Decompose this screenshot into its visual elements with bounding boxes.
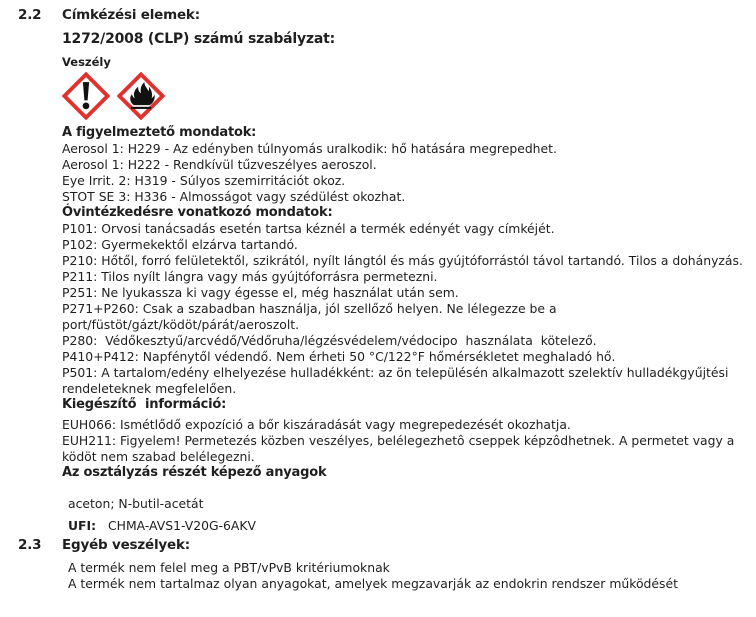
supplementary-statement: EUH066: Ismétlődő expozíció a bőr kiszáradását vagy megrepedezését okozhatja. [62,417,571,432]
classification-substances-heading: Az osztályzás részét képező anyagok [62,465,327,480]
other-hazards-line: A termék nem tartalmaz olyan anyagokat, amelyek megzavarják az endokrin rendszer működését [68,576,678,591]
section-2-3-heading [18,537,756,554]
section-2-2-content [62,30,756,534]
supplementary-info-heading: Kiegészítő információ: [62,397,227,412]
classification-substances: aceton; N-butil-acetát [68,496,204,511]
ufi-value: CHMA-AVS1-V20G-6AKV [108,518,256,533]
hazard-statements-heading: A figyelmeztető mondatok: [62,125,257,140]
precautionary-statement: P210: Hőtől, forró felületektől, szikrától, nyílt lángtól és más gyújtóforrástól távol tartandó. Tilos a dohányzás. [62,253,743,268]
section-2-2-heading [18,7,756,24]
precautionary-statement: P280: Védőkesztyű/arcvédő/Védőruha/légzésvédelem/védocipo használata kötelező. [62,333,597,348]
signal-word: Veszély [62,55,111,69]
hazard-statement: Aerosol 1: H229 - Az edényben túlnyomás uralkodik: hő hatására megrepedhet. [62,141,557,156]
precautionary-statement: P102: Gyermekektől elzárva tartandó. [62,237,298,252]
precautionary-statement: P271+P260: Csak a szabadban használja, jól szellőző helyen. Ne lélegezze be a port/füstöt/gázt/ködöt/párát/aeroszolt. [62,301,561,332]
hazard-statement: Aerosol 1: H222 - Rendkívül tűzveszélyes aeroszol. [62,157,377,172]
section-number: 2.3 [18,537,42,553]
precautionary-statement: P410+P412: Napfénytől védendő. Nem érheti 50 °C/122°F hőmérsékletet meghaladó hő. [62,349,616,364]
precautionary-statement: P211: Tilos nyílt lángra vagy más gyújtóforrásra permetezni. [62,269,438,284]
precautionary-statement: P501: A tartalom/edény elhelyezése hulladékként: az ön településén alkalmazott szelektív hulladékgyűjtési rendeleteknek megfelelően. [62,365,733,396]
precautionary-statements-heading: Óvintézkedésre vonatkozó mondatok: [62,205,333,220]
precautionary-statement: P101: Orvosi tanácsadás esetén tartsa kéznél a termék edényét vagy címkéjét. [62,221,555,236]
ghs02-flame-icon [117,72,165,120]
ghs07-exclamation-mark-icon [62,72,110,120]
section-title: Címkézési elemek: [62,7,200,23]
section-title: Egyéb veszélyek: [62,537,190,553]
hazard-statement: STOT SE 3: H336 - Almosságot vagy szédülést okozhat. [62,189,406,204]
section-2-3-content [62,560,756,592]
hazard-statement: Eye Irrit. 2: H319 - Súlyos szemirritációt okoz. [62,173,346,188]
precautionary-statement: P251: Ne lyukassza ki vagy égesse el, még használat után sem. [62,285,459,300]
section-number: 2.2 [18,7,42,23]
ufi-row [62,518,756,534]
ghs-pictograms [62,72,756,120]
clp-regulation-heading: 1272/2008 (CLP) számú szabályzat: [62,31,336,47]
ufi-label: UFI: [68,518,97,533]
supplementary-statement: EUH211: Figyelem! Permetezés közben veszélyes, belélegezhetô cseppek képzôdhetnek. A permetet vagy a ködöt nem szabad belélegezni. [62,433,739,464]
other-hazards-line: A termék nem felel meg a PBT/vPvB kritériumoknak [68,560,390,575]
